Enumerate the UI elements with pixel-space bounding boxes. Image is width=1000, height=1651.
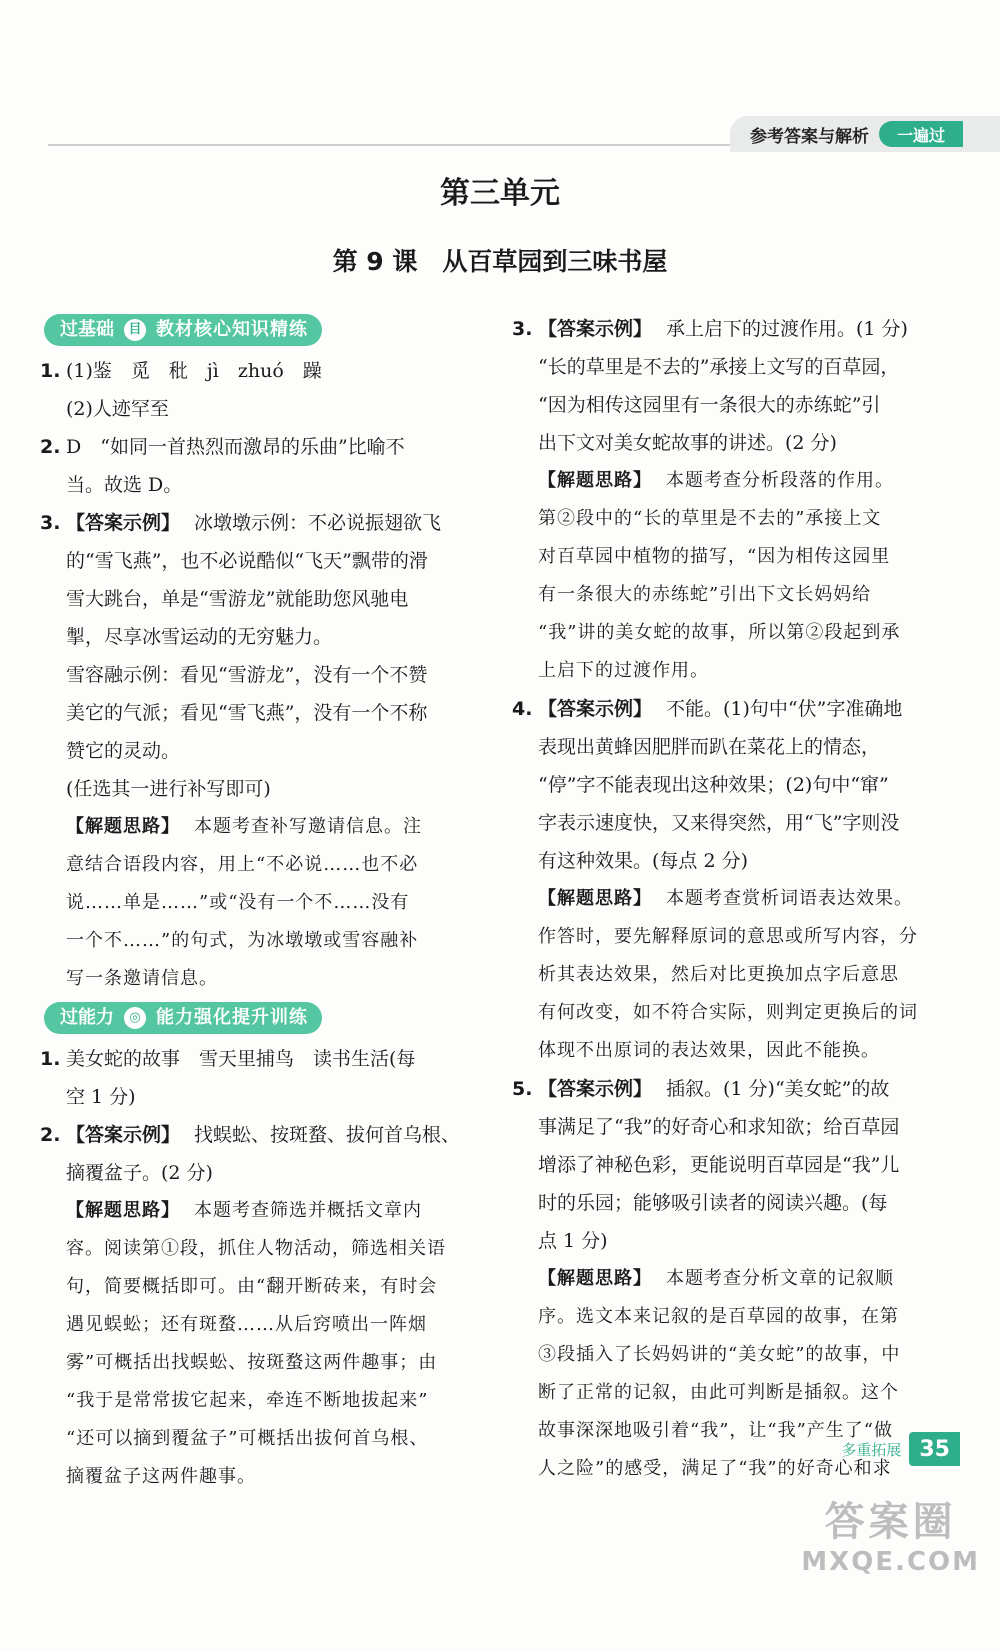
- brand-logo: 一遍过: [879, 121, 963, 147]
- analysis-line: 对百草园中植物的描写，“因为相传这园里: [538, 546, 891, 567]
- answer-line: “停”字不能表现出这种效果；(2)句中“窜”: [538, 774, 889, 796]
- answer-line: 有这种效果。(每点 2 分): [538, 850, 748, 872]
- answer-line: 的“雪飞燕”，也不必说酷似“飞天”飘带的滑: [66, 550, 428, 572]
- analysis-line: 有一条很大的赤练蛇”引出下文长妈妈给: [538, 584, 872, 605]
- analysis-line: 第②段中的“长的草里是不去的”承接上文: [538, 508, 882, 529]
- analysis-line: 有何改变，如不符合实际，则判定更换后的词: [538, 1002, 918, 1023]
- answer-tag: 【答案示例】: [66, 512, 181, 534]
- question-number: 3.: [40, 512, 61, 534]
- answer-line: 时的乐园；能够吸引读者的阅读兴趣。(每: [538, 1192, 888, 1214]
- answer-line: 美女蛇的故事 雪天里捕鸟 读书生活(每: [66, 1048, 416, 1070]
- question-number: 3.: [512, 318, 533, 340]
- page-footer: [841, 1432, 960, 1466]
- header-label: 参考答案与解析: [750, 126, 869, 147]
- analysis-line: 说……单是……”或“没有一个不……没有: [66, 892, 410, 913]
- answer-line: 当。故选 D。: [66, 474, 183, 496]
- question-2: [40, 428, 495, 504]
- question-number: 4.: [512, 698, 533, 720]
- answer-line: “长的草里是不去的”承接上文写的百草园，: [538, 356, 900, 378]
- lesson-title: 第 9 课 从百草园到三味书屋: [332, 247, 668, 276]
- answer-line: 【答案示例】 插叙。(1 分)“美女蛇”的故: [538, 1078, 890, 1100]
- book-icon: 目: [124, 319, 146, 341]
- answer-line: 【答案示例】 不能。(1)句中“伏”字准确地: [538, 698, 903, 720]
- analysis-line: “我”讲的美女蛇的故事，所以第②段起到承: [538, 622, 901, 643]
- answer-line: 增添了神秘色彩，更能说明百草园是“我”儿: [538, 1154, 900, 1176]
- answer-line: 摘覆盆子。(2 分): [66, 1162, 213, 1184]
- answer-tag: 【答案示例】: [538, 1078, 653, 1100]
- question-3: [40, 504, 495, 998]
- practice-2: [40, 1116, 495, 1496]
- answer-line: 美它的气派；看见“雪飞燕”，没有一个不称: [66, 702, 428, 724]
- answer-line: 表现出黄蜂因肥胖而趴在菜花上的情态，: [538, 736, 881, 758]
- analysis-line: “我于是常常拔它起来，牵连不断地拔起来”: [66, 1390, 429, 1411]
- analysis-line: 容。阅读第①段，抓住人物活动，筛选相关语: [66, 1238, 446, 1259]
- practice-3: [512, 310, 964, 690]
- section-banner-ability: [44, 1002, 322, 1034]
- answer-line: 出下文对美女蛇故事的讲述。(2 分): [538, 432, 837, 454]
- answer-line: (2)人迹罕至: [66, 398, 169, 420]
- analysis-tag: 【解题思路】: [66, 1200, 180, 1221]
- question-number: 1.: [40, 1048, 61, 1070]
- answer-line: 【答案示例】 承上启下的过渡作用。(1 分): [538, 318, 908, 340]
- analysis-line: 【解题思路】 本题考查筛选并概括文章内: [66, 1200, 422, 1221]
- answer-line: 点 1 分): [538, 1230, 608, 1252]
- practice-5: [512, 1070, 964, 1488]
- watermark-logo: [801, 1490, 980, 1577]
- medal-icon: ◎: [124, 1007, 146, 1029]
- banner-label: 过基础: [60, 319, 114, 340]
- analysis-line: 句，简要概括即可。由“翻开断砖来，有时会: [66, 1276, 438, 1297]
- analysis-line: 序。选文本来记叙的是百草园的故事，在第: [538, 1306, 899, 1327]
- answer-line: D “如同一首热烈而激昂的乐曲”比喻不: [66, 436, 405, 458]
- right-column: [512, 310, 964, 1488]
- analysis-line: 写一条邀请信息。: [66, 968, 218, 989]
- analysis-tag: 【解题思路】: [66, 816, 180, 837]
- answer-line: 【答案示例】 找蜈蚣、按斑蝥、拔何首乌根、: [66, 1124, 461, 1146]
- analysis-line: 人之险”的感受，满足了“我”的好奇心和求: [538, 1458, 892, 1479]
- analysis-line: 体现不出原词的表达效果，因此不能换。: [538, 1040, 880, 1061]
- analysis-line: 摘覆盆子这两件趣事。: [66, 1466, 256, 1487]
- question-number: 2.: [40, 436, 61, 458]
- analysis-line: 遇见蜈蚣；还有斑蝥……从后窍喷出一阵烟: [66, 1314, 427, 1335]
- question-number: 2.: [40, 1124, 61, 1146]
- analysis-line: “还可以摘到覆盆子”可概括出拔何首乌根、: [66, 1428, 429, 1449]
- analysis-line: 意结合语段内容，用上“不必说……也不必: [66, 854, 419, 875]
- answer-line: “因为相传这园里有一条很大的赤练蛇”引: [538, 394, 881, 416]
- answer-tag: 【答案示例】: [538, 318, 653, 340]
- question-number: 1.: [40, 360, 61, 382]
- analysis-line: 【解题思路】 本题考查补写邀请信息。注: [66, 816, 422, 837]
- analysis-line: 析其表达效果，然后对比更换加点字后意思: [538, 964, 899, 985]
- unit-title: 第三单元: [440, 176, 560, 211]
- analysis-line: 一个不……”的句式，为冰墩墩或雪容融补: [66, 930, 419, 951]
- answer-line: 雪大跳台，单是“雪游龙”就能助您风驰电: [66, 588, 409, 610]
- practice-1: [40, 1040, 495, 1116]
- analysis-line: 上启下的过渡作用。: [538, 660, 709, 681]
- answer-line: 字表示速度快，又来得突然，用“飞”字则没: [538, 812, 900, 834]
- answer-line: 【答案示例】 冰墩墩示例：不必说振翅欲飞: [66, 512, 442, 534]
- analysis-line: 雾”可概括出找蜈蚣、按斑蝥这两件趣事；由: [66, 1352, 438, 1373]
- question-1: [40, 352, 495, 428]
- analysis-tag: 【解题思路】: [538, 888, 652, 909]
- analysis-line: 【解题思路】 本题考查分析文章的记叙顺: [538, 1268, 894, 1289]
- analysis-line: 断了正常的记叙，由此可判断是插叙。这个: [538, 1382, 899, 1403]
- analysis-tag: 【解题思路】: [538, 1268, 652, 1289]
- answer-line: 赞它的灵动。: [66, 740, 181, 762]
- banner-subtitle: 教材核心知识精练: [156, 319, 308, 340]
- section-banner-basics: [44, 314, 322, 346]
- analysis-line: 故事深深地吸引着“我”，让“我”产生了“做: [538, 1420, 894, 1441]
- analysis-line: ③段插入了长妈妈讲的“美女蛇”的故事，中: [538, 1344, 901, 1365]
- answer-line: 事满足了“我”的好奇心和求知欲；给百草园: [538, 1116, 900, 1138]
- answer-line: 雪容融示例：看见“雪游龙”，没有一个不赞: [66, 664, 428, 686]
- header-tab: [730, 116, 1000, 152]
- left-column: [40, 310, 495, 1496]
- answer-line: 掣，尽享冰雪运动的无穷魅力。: [66, 626, 333, 648]
- answer-line: 空 1 分): [66, 1086, 136, 1108]
- answer-line: (1)鉴 觅 秕 jì zhuó 躁: [66, 360, 322, 382]
- banner-label: 过能力: [60, 1007, 114, 1028]
- answer-tag: 【答案示例】: [66, 1124, 181, 1146]
- analysis-line: 【解题思路】 本题考查赏析词语表达效果。: [538, 888, 913, 909]
- watermark-text: 答案圈: [824, 1499, 957, 1545]
- question-number: 5.: [512, 1078, 533, 1100]
- banner-subtitle: 能力强化提升训练: [156, 1007, 308, 1028]
- analysis-tag: 【解题思路】: [538, 470, 652, 491]
- analysis-line: 【解题思路】 本题考查分析段落的作用。: [538, 470, 894, 491]
- watermark-url: MXQE.COM: [801, 1547, 980, 1577]
- page-number: 35: [909, 1432, 960, 1466]
- answer-line: (任选其一进行补写即可): [66, 778, 271, 800]
- answer-tag: 【答案示例】: [538, 698, 653, 720]
- practice-4: [512, 690, 964, 1070]
- footer-label: 多重拓展: [841, 1440, 902, 1459]
- analysis-line: 作答时，要先解释原词的意思或所写内容，分: [538, 926, 918, 947]
